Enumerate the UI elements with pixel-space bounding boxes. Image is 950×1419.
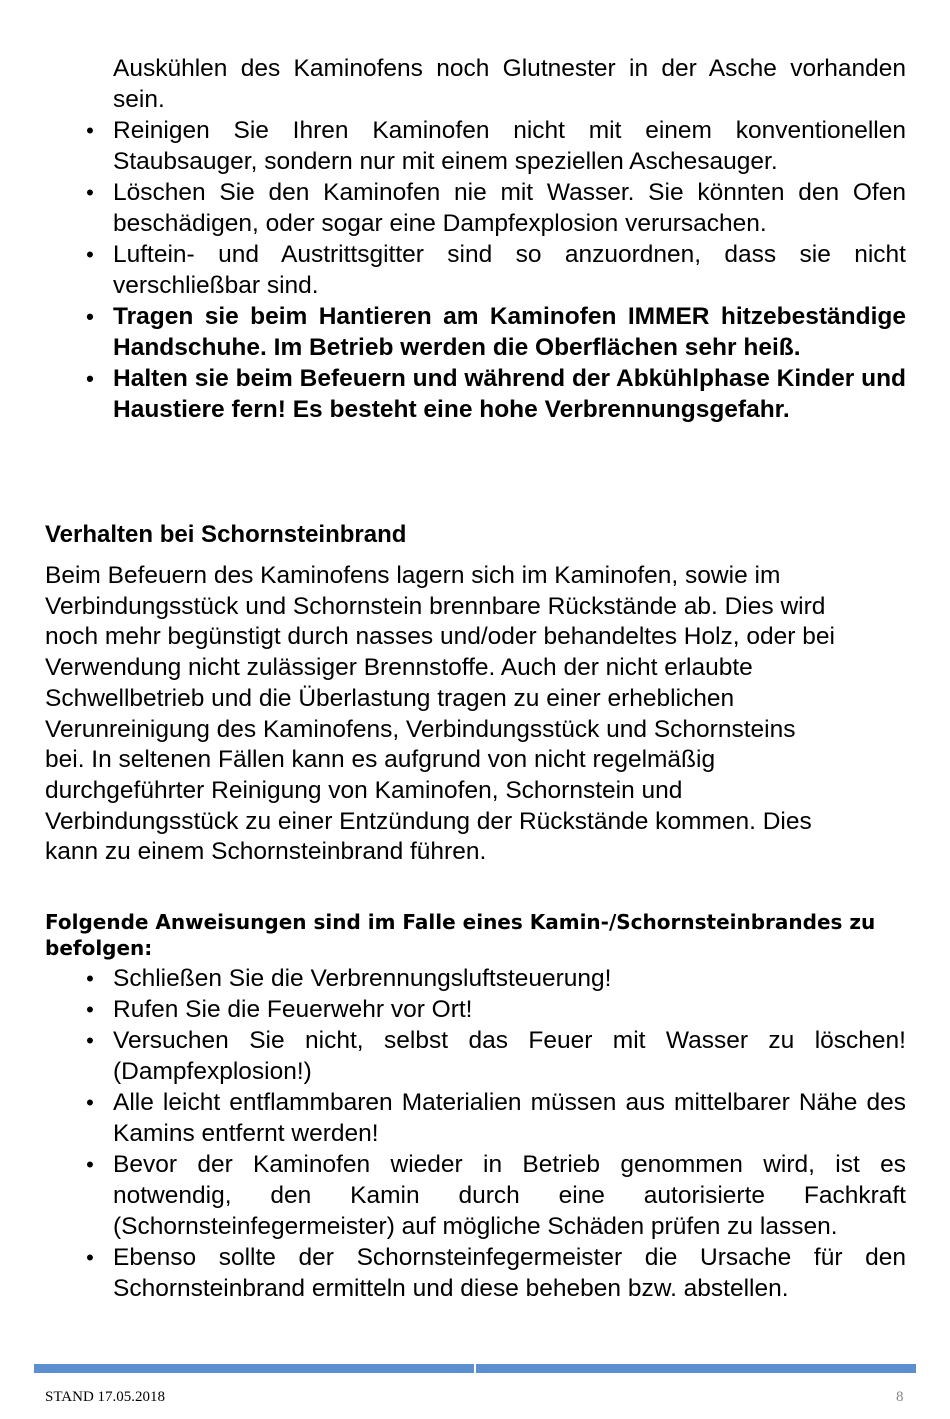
bullet-icon: • <box>86 997 94 1022</box>
list-item-warning <box>0 301 906 363</box>
list-item-text: Rufen Sie die Feuerwehr vor Ort! <box>113 996 473 1023</box>
section-paragraph <box>45 561 915 868</box>
paragraph-line: Verbindungsstück zu einer Entzündung der Rückstände kommen. Dies <box>45 807 812 835</box>
list-item-text: Auskühlen des Kaminofens noch Glutnester in der Asche vorhanden sein. <box>113 55 906 113</box>
list-item <box>0 115 906 177</box>
paragraph-line: noch mehr begünstigt durch nasses und/oder behandeltes Holz, oder bei <box>45 623 835 651</box>
list-item <box>0 1087 906 1149</box>
instructions-heading: Folgende Anweisungen sind im Falle eines Kamin-/Schornsteinbrandes zu befolgen: <box>45 910 876 960</box>
list-item-text: Versuchen Sie nicht, selbst das Feuer mit Wasser zu löschen! (Dampfexplosion!) <box>113 1027 906 1085</box>
list-item-text: Schließen Sie die Verbrennungsluftsteuerung! <box>113 965 612 992</box>
footer-bar-right <box>476 1364 916 1373</box>
paragraph-line: Beim Befeuern des Kaminofens lagern sich im Kaminofen, sowie im <box>45 562 781 589</box>
paragraph-line: durchgeführter Reinigung von Kaminofen, Schornstein und <box>45 776 683 804</box>
bullet-icon: • <box>86 1028 94 1053</box>
paragraph-line: Verbindungsstück und Schornstein brennbare Rückstände ab. Dies wird <box>45 592 826 620</box>
list-item <box>0 1149 906 1242</box>
list-item-text: Ebenso sollte der Schornsteinfegermeister die Ursache für den Schornsteinbrand ermitteln und diese beheben bzw. abstellen. <box>113 1244 906 1302</box>
list-item-text: Löschen Sie den Kaminofen nie mit Wasser. Sie könnten den Ofen beschädigen, oder sogar eine Dampfexplosion verursachen. <box>113 179 906 237</box>
safety-list <box>0 53 950 425</box>
list-item <box>0 1025 906 1087</box>
list-item-text: Alle leicht entflammbaren Materialien müssen aus mittelbarer Nähe des Kamins entfernt werden! <box>113 1089 906 1147</box>
list-item-text: Halten sie beim Befeuern und während der Abkühlphase Kinder und Haustiere fern! Es besteht eine hohe Verbrennungsgefahr. <box>113 365 906 423</box>
footer-stand-date: STAND 17.05.2018 <box>45 1389 166 1405</box>
bullet-icon: • <box>86 180 94 205</box>
list-item <box>0 994 906 1025</box>
paragraph-line: Schwellbetrieb und die Überlastung tragen zu einer erheblichen <box>45 684 735 712</box>
bullet-icon: • <box>86 366 94 391</box>
bullet-icon: • <box>86 1245 94 1270</box>
footer-bar-left <box>34 1364 474 1373</box>
bullet-icon: • <box>86 1152 94 1177</box>
list-item-text: Luftein- und Austrittsgitter sind so anzuordnen, dass sie nicht verschließbar sind. <box>113 241 906 299</box>
list-item-continuation <box>0 53 906 115</box>
list-item-warning <box>0 363 906 425</box>
list-item <box>0 1242 906 1304</box>
paragraph-line: bei. In seltenen Fällen kann es aufgrund von nicht regelmäßig <box>45 746 716 774</box>
bullet-icon: • <box>86 242 94 267</box>
bullet-icon: • <box>86 1090 94 1115</box>
bullet-icon: • <box>86 304 94 329</box>
list-item-text: Tragen sie beim Hantieren am Kaminofen IMMER hitzebeständige Handschuhe. Im Betrieb werden die Oberflächen sehr heiß. <box>113 303 906 361</box>
bullet-icon: • <box>86 966 94 991</box>
list-item <box>0 239 906 301</box>
list-item-text: Reinigen Sie Ihren Kaminofen nicht mit einem konventionellen Staubsauger, sondern nur mit einem speziellen Aschesauger. <box>113 117 906 175</box>
section-heading: Verhalten bei Schornsteinbrand <box>45 521 407 548</box>
list-item-text: Bevor der Kaminofen wieder in Betrieb genommen wird, ist es notwendig, den Kamin durch eine autorisierte Fachkraft (Schornsteinfegermeister) auf mögliche Schäden prüfen zu lassen. <box>113 1151 906 1240</box>
bullet-icon: • <box>86 118 94 143</box>
page-number: 8 <box>896 1389 904 1405</box>
paragraph-line: Verwendung nicht zulässiger Brennstoffe. Auch der nicht erlaubte <box>45 654 753 682</box>
list-item <box>0 963 906 994</box>
paragraph-line: kann zu einem Schornsteinbrand führen. <box>45 838 487 866</box>
paragraph-line: Verunreinigung des Kaminofens, Verbindungsstück und Schornsteins <box>45 715 796 743</box>
list-item <box>0 177 906 239</box>
instructions-list <box>0 963 950 1304</box>
